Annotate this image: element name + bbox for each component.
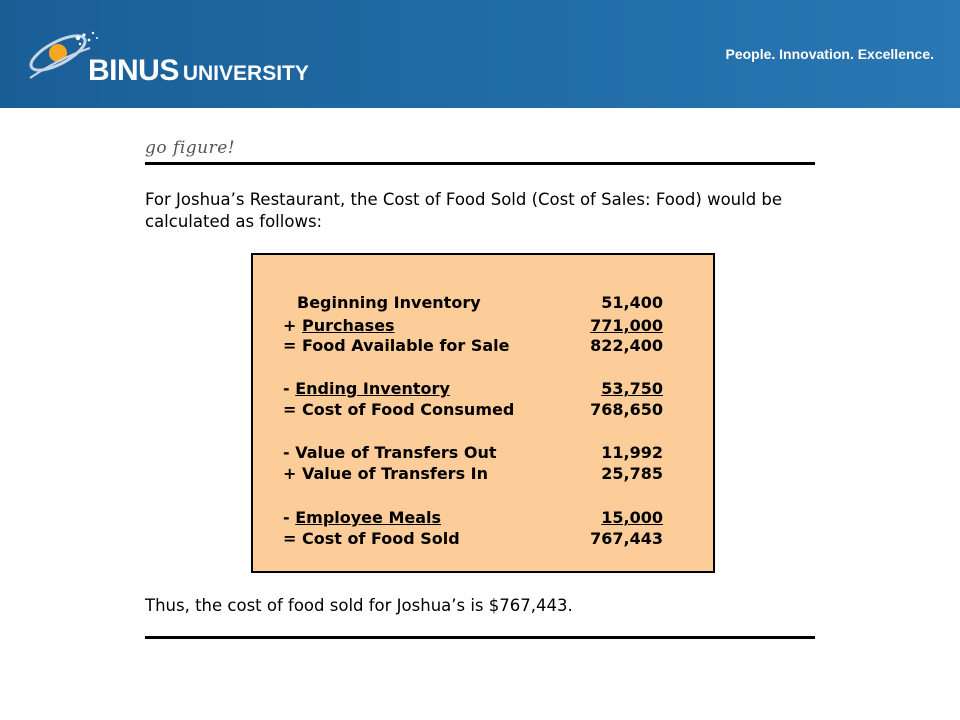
row-label: - Ending Inventory <box>283 379 450 398</box>
row-label: = Cost of Food Consumed <box>283 400 515 419</box>
row-value: 11,992 <box>601 443 663 462</box>
row-value: 15,000 <box>601 508 663 527</box>
calc-row-purchases <box>283 316 663 336</box>
row-label: Beginning Inventory <box>297 293 481 312</box>
logo-wordmark <box>88 54 309 88</box>
conclusion-text: Thus, the cost of food sold for Joshua’s is $767,443. <box>145 596 573 615</box>
calc-row-ending-inventory <box>283 379 663 399</box>
row-value: 767,443 <box>590 529 663 548</box>
row-value: 822,400 <box>590 336 663 355</box>
calc-row-transfers-in <box>283 464 663 484</box>
intro-text: For Joshua’s Restaurant, the Cost of Food Sold (Cost of Sales: Food) would be calculated as follows: <box>145 190 783 231</box>
row-label: - Employee Meals <box>283 508 442 527</box>
tagline: People. Innovation. Excellence. <box>725 46 934 62</box>
row-value: 771,000 <box>590 316 663 335</box>
row-value: 25,785 <box>601 464 663 483</box>
calc-row-food-consumed <box>283 400 663 420</box>
row-label: = Food Available for Sale <box>283 336 510 355</box>
row-value: 768,650 <box>590 400 663 419</box>
row-value: 53,750 <box>601 379 663 398</box>
header-banner <box>0 0 960 108</box>
calc-row-transfers-out <box>283 443 663 463</box>
section-label: go figure! <box>145 138 236 158</box>
bottom-divider <box>145 636 815 639</box>
row-label: + Value of Transfers In <box>283 464 489 483</box>
calc-row-employee-meals <box>283 508 663 528</box>
logo-brand: BINUS <box>88 54 179 87</box>
logo-suffix: UNIVERSITY <box>182 62 309 85</box>
row-label: + Purchases <box>283 316 395 335</box>
calc-row-cost-of-food-sold <box>283 529 663 549</box>
row-label: = Cost of Food Sold <box>283 529 460 548</box>
calc-row-beginning-inventory <box>283 293 663 313</box>
calculation-box <box>251 253 715 573</box>
row-label: - Value of Transfers Out <box>283 443 497 462</box>
row-value: 51,400 <box>601 293 663 312</box>
calc-row-food-available <box>283 336 663 356</box>
top-divider <box>145 162 815 165</box>
